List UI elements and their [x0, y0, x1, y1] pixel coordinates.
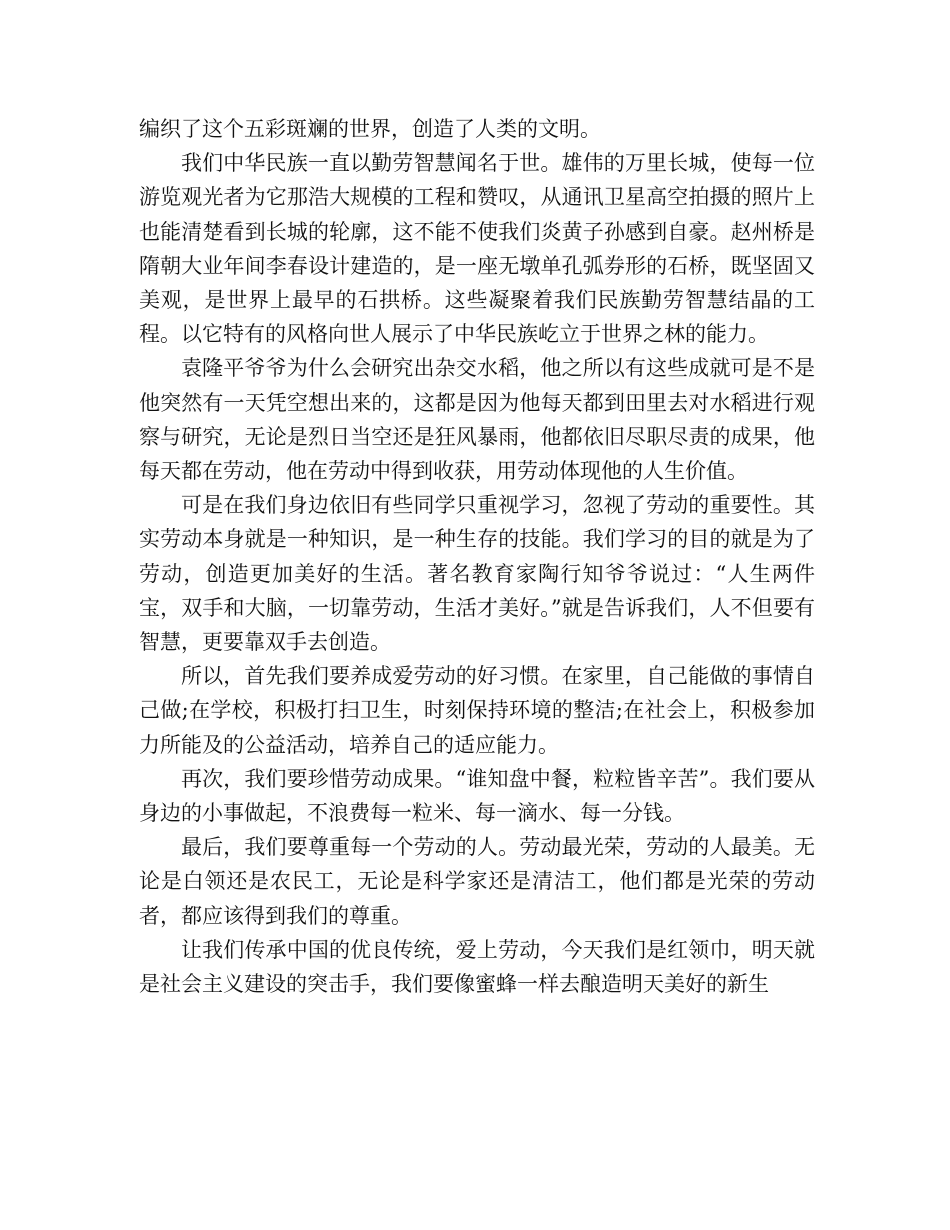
paragraph: 再次，我们要珍惜劳动成果。“谁知盘中餐，粒粒皆辛苦”。我们要从身边的小事做起，不浪费每一粒米、每一滴水、每一分钱。 [139, 766, 815, 826]
paragraph: 袁隆平爷爷为什么会研究出杂交水稻，他之所以有这些成就可是不是他突然有一天凭空想出来的，这都是因为他每天都到田里去对水稻进行观察与研究，无论是烈日当空还是狂风暴雨，他都依旧尽职尽责的成果，他每天都在劳动，他在劳动中得到收获，用劳动体现他的人生价值。 [139, 356, 815, 484]
paragraph: 让我们传承中国的优良传统，爱上劳动，今天我们是红领巾，明天就是社会主义建设的突击手，我们要像蜜蜂一样去酿造明天美好的新生 [139, 937, 815, 997]
paragraph: 我们中华民族一直以勤劳智慧闻名于世。雄伟的万里长城，使每一位游览观光者为它那浩大规模的工程和赞叹，从通讯卫星高空拍摄的照片上也能清楚看到长城的轮廓，这不能不使我们炎黄子孙感到自豪。赵州桥是隋朝大业年间李春设计建造的，是一座无墩单孔弧券形的石桥，既坚固又美观，是世界上最早的石拱桥。这些凝聚着我们民族勤劳智慧结晶的工程。以它特有的风格向世人展示了中华民族屹立于世界之林的能力。 [139, 151, 815, 347]
paragraph: 可是在我们身边依旧有些同学只重视学习，忽视了劳动的重要性。其实劳动本身就是一种知识，是一种生存的技能。我们学习的目的就是为了劳动，创造更加美好的生活。著名教育家陶行知爷爷说过：“人生两件宝，双手和大脑，一切靠劳动，生活才美好。”就是告诉我们，人不但要有智慧，更要靠双手去创造。 [139, 493, 815, 655]
document-body [139, 112, 815, 1001]
paragraph-continuation: 编织了这个五彩斑斓的世界，创造了人类的文明。 [139, 117, 601, 141]
paragraph: 所以，首先我们要养成爱劳动的好习惯。在家里，自己能做的事情自己做;在学校，积极打扫卫生，时刻保持环境的整洁;在社会上，积极参加力所能及的公益活动，培养自己的适应能力。 [139, 664, 815, 757]
paragraph: 最后，我们要尊重每一个劳动的人。劳动最光荣，劳动的人最美。无论是白领还是农民工，无论是科学家还是清洁工，他们都是光荣的劳动者，都应该得到我们的尊重。 [139, 835, 815, 928]
